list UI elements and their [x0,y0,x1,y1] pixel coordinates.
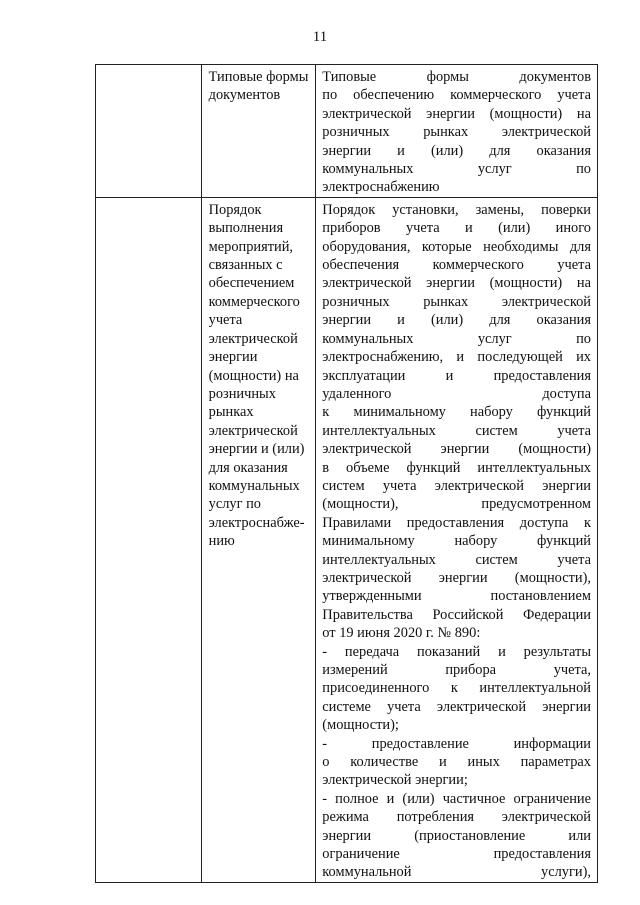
description-line: энергии и (или) для оказания [322,142,591,159]
description-line: минимальному набору функций [322,533,591,550]
title-line: (мощности) на [208,367,299,384]
title-line: энергии [208,349,258,366]
description-line: электрической энергии (мощности) [322,441,591,458]
description-line: присоединенного к интеллектуальной [322,680,591,697]
title-line: услуг по [208,496,261,513]
table-row [96,65,598,198]
description-line: о количестве и иных параметрах [322,754,591,771]
title-line: документов [208,87,281,104]
description-line: - полное и (или) частичное ограничение [322,790,591,807]
description-line: коммунальной услуги), [322,864,591,881]
title-line: рынках [208,404,254,421]
description-line: энергии (приостановление или [322,827,591,844]
description-line: системе учета электрической энергии [322,698,591,715]
table-cell-number [96,65,202,198]
description-line: коммунальных услуг по [322,161,591,178]
description-line: по обеспечению коммерческого учета [322,87,591,104]
title-line: электроснабже- [208,514,305,531]
document-table [95,64,598,883]
title-line: розничных [208,385,276,402]
title-line: коммерческого [208,293,300,310]
table-cell-title [201,65,316,198]
title-line: Порядок [208,201,262,218]
description-line: (мощности), предусмотренном [322,496,591,513]
table-cell-title [201,197,316,882]
title-line: выполнения [208,220,284,237]
description-line: Типовые формы документов [322,69,591,85]
title-line: для оказания [208,459,288,476]
description-line: (мощности); [322,717,399,734]
description-line: интеллектуальных систем учета [322,422,591,439]
description-line: электрической энергии; [322,772,468,789]
title-line: связанных с [208,257,283,274]
description-line: - предоставление информации [322,735,591,752]
description-line: энергии и (или) для оказания [322,312,591,329]
table-row [96,197,598,882]
title-line: учета [208,312,243,329]
description-line: от 19 июня 2020 г. № 890: [322,625,481,642]
title-line: электрической [208,422,298,439]
description-line: электроснабжению, и последующей их [322,349,591,366]
title-line: Типовые формы [208,69,309,85]
description-line: электрической энергии (мощности) на [322,105,591,122]
title-line: коммунальных [208,477,300,494]
description-line: эксплуатации и предоставления [322,367,591,384]
description-line: режима потребления электрической [322,809,591,826]
title-line: обеспечением [208,275,295,292]
description-line: интеллектуальных систем учета [322,551,591,568]
description-line: удаленного доступа [322,385,591,402]
table-cell-description [316,65,598,198]
description-line: электрической энергии (мощности) на [322,275,591,292]
page-number: 11 [312,29,328,45]
description-line: к минимальному набору функций [322,404,591,421]
table-cell-number [96,197,202,882]
description-line: электроснабжению [322,179,440,196]
description-line: Правительства Российской Федерации [322,606,591,623]
description-line: оборудования, которые необходимы для [322,238,591,255]
description-line: измерений прибора учета, [322,662,591,678]
description-line: обеспечения коммерческого учета [322,257,591,274]
description-line: утвержденными постановлением [322,588,591,605]
table-cell-description [316,197,598,882]
description-line: ограничение предоставления [322,846,591,863]
title-line: энергии и (или) [208,441,305,458]
description-line: электрической энергии (мощности), [322,569,591,586]
description-line: систем учета электрической энергии [322,477,591,494]
description-line: розничных рынках электрической [322,293,591,310]
description-line: коммунальных услуг по [322,330,591,347]
title-line: мероприятий, [208,238,294,255]
description-line: розничных рынках электрической [322,124,591,141]
description-line: Порядок установки, замены, поверки [322,201,591,218]
description-line: приборов учета и (или) иного [322,220,591,237]
description-line: - передача показаний и результаты [322,643,591,660]
description-line: в объеме функций интеллектуальных [322,459,591,476]
title-line: нию [208,533,235,550]
title-line: электрической [208,330,298,347]
description-line: Правилами предоставления доступа к [322,514,591,531]
